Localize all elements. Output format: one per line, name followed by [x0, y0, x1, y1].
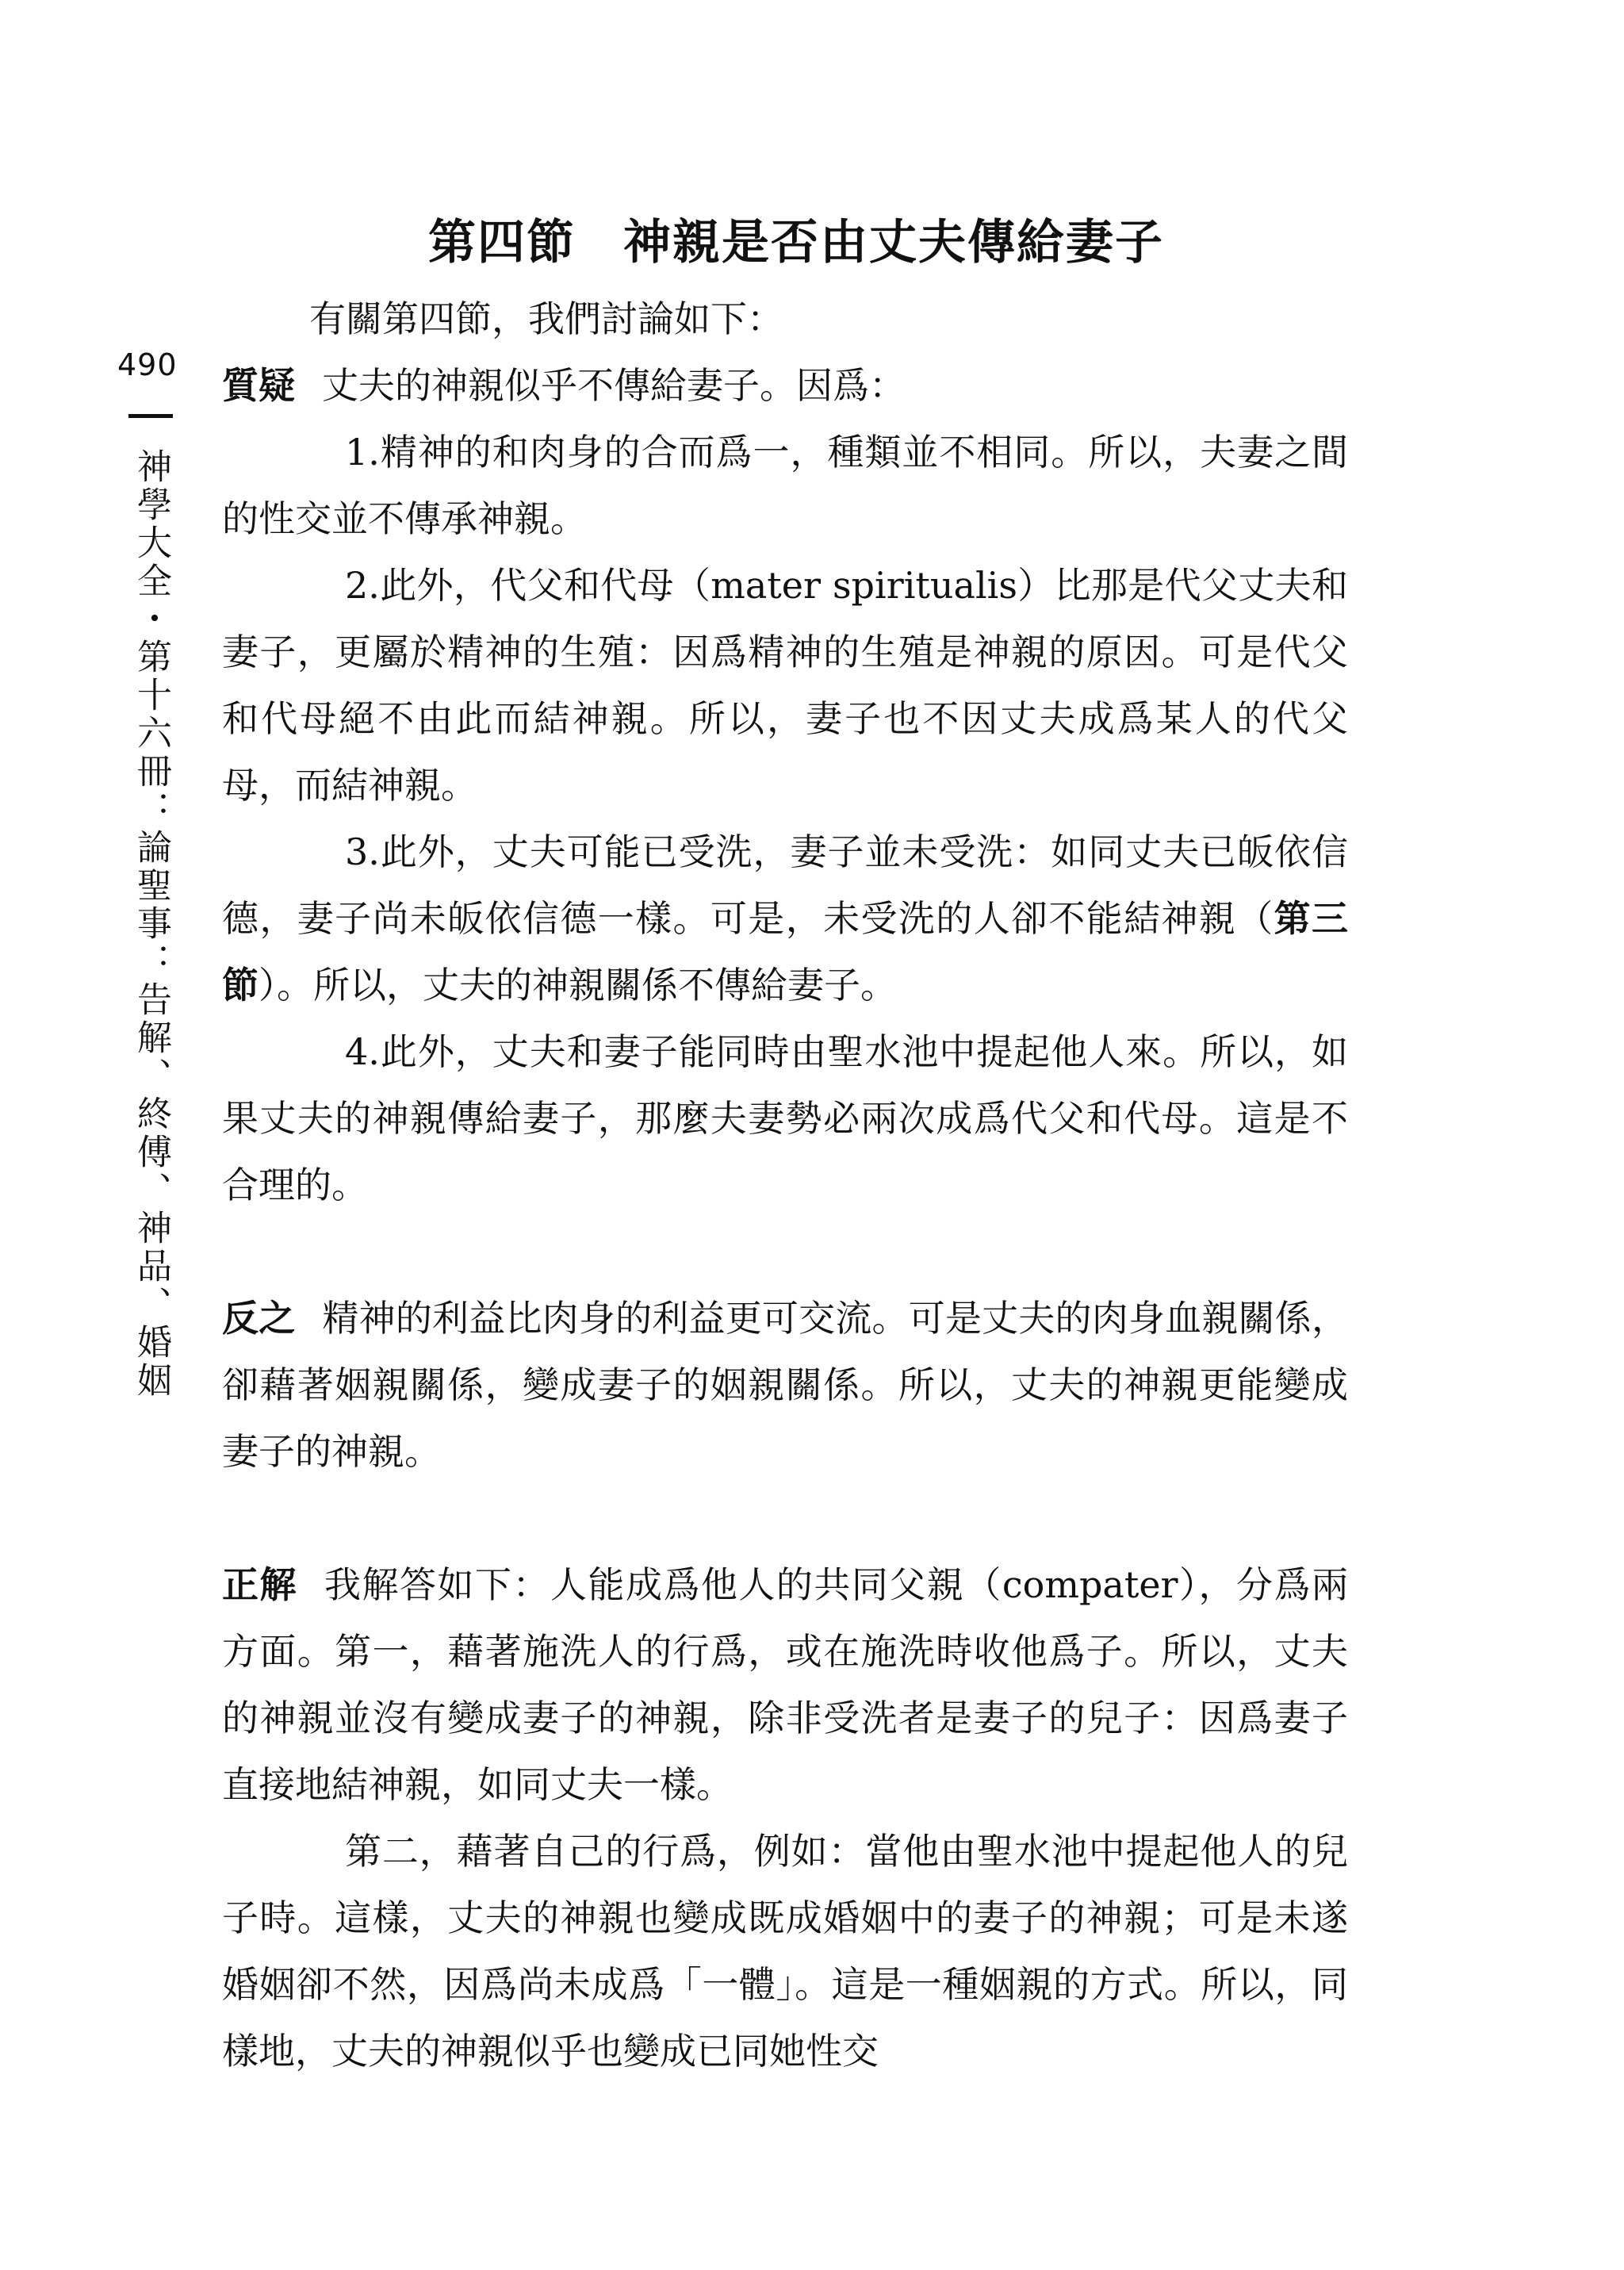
point3-text-a: 3.此外，丈夫可能已受洗，妻子並未受洗：如同丈夫已皈依信德，妻子尚未皈依信德一樣。可是，未受洗的人卻不能結神親（: [222, 830, 1348, 940]
running-side-title: 神學大全・第十六冊：論聖事：告解、終傅、神品、婚姻: [131, 448, 171, 1400]
sed-contra-text: 精神的利益比肉身的利益更可交流。可是丈夫的肉身血親關係，卻藉著姻親關係，變成妻子的姻親關係。所以，丈夫的神親更能變成妻子的神親。: [222, 1297, 1349, 1473]
objection-point-3: [222, 819, 1348, 1018]
page-number: 490: [117, 347, 178, 382]
objection-label: 質疑: [222, 364, 295, 407]
response-paragraph-2: 第二，藉著自己的行爲，例如：當他由聖水池中提起他人的兒子時。這樣，丈夫的神親也變成既成婚姻中的妻子的神親；可是未遂婚姻卻不然，因爲尚未成爲「一體」。這是一種姻親的方式。所以，同樣地，丈夫的神親似乎也變成已同她性交: [222, 1830, 1348, 2073]
sed-contra-paragraph: [222, 1285, 1348, 1485]
objection-point-1: 1.精神的和肉身的合而爲一，種類並不相同。所以，夫妻之間的性交並不傳承神親。: [222, 431, 1348, 540]
body-text: [222, 286, 1348, 2084]
objection-text: 丈夫的神親似乎不傳給妻子。因爲：: [322, 364, 906, 407]
objection-paragraph: [222, 352, 1348, 419]
point3-text-b: ）。所以，丈夫的神親關係不傳給妻子。: [259, 964, 897, 1007]
response-text: 我解答如下：人能成爲他人的共同父親（compater），分爲兩方面。第一，藉著施洗人的行爲，或在施洗時收他爲子。所以，丈夫的神親並沒有變成妻子的神親，除非受洗者是妻子的兒子：因爲妻子直接地結神親，如同丈夫一樣。: [222, 1563, 1349, 1806]
objection-point-4: 4.此外，丈夫和妻子能同時由聖水池中提起他人來。所以，如果丈夫的神親傳給妻子，那麼夫妻勢必兩次成爲代父和代母。這是不合理的。: [222, 1030, 1348, 1206]
intro-paragraph: 有關第四節，我們討論如下：: [309, 297, 783, 340]
objection-point-2: 2.此外，代父和代母（mater spiritualis）比那是代父丈夫和妻子，更屬於精神的生殖：因爲精神的生殖是神親的原因。可是代父和代母絕不由此而結神親。所以，妻子也不因丈夫成爲某人的代父母，而結神親。: [222, 564, 1348, 807]
page-number-rule: [128, 414, 173, 418]
response-label: 正解: [222, 1563, 297, 1606]
section-number: 第四節: [428, 215, 576, 270]
sed-contra-label: 反之: [222, 1297, 296, 1340]
section-heading: 神親是否由丈夫傳給妻子: [623, 215, 1164, 270]
point3-reference: 第三節: [222, 897, 1349, 1007]
section-title: [428, 205, 1221, 273]
response-paragraph: [222, 1551, 1348, 1818]
